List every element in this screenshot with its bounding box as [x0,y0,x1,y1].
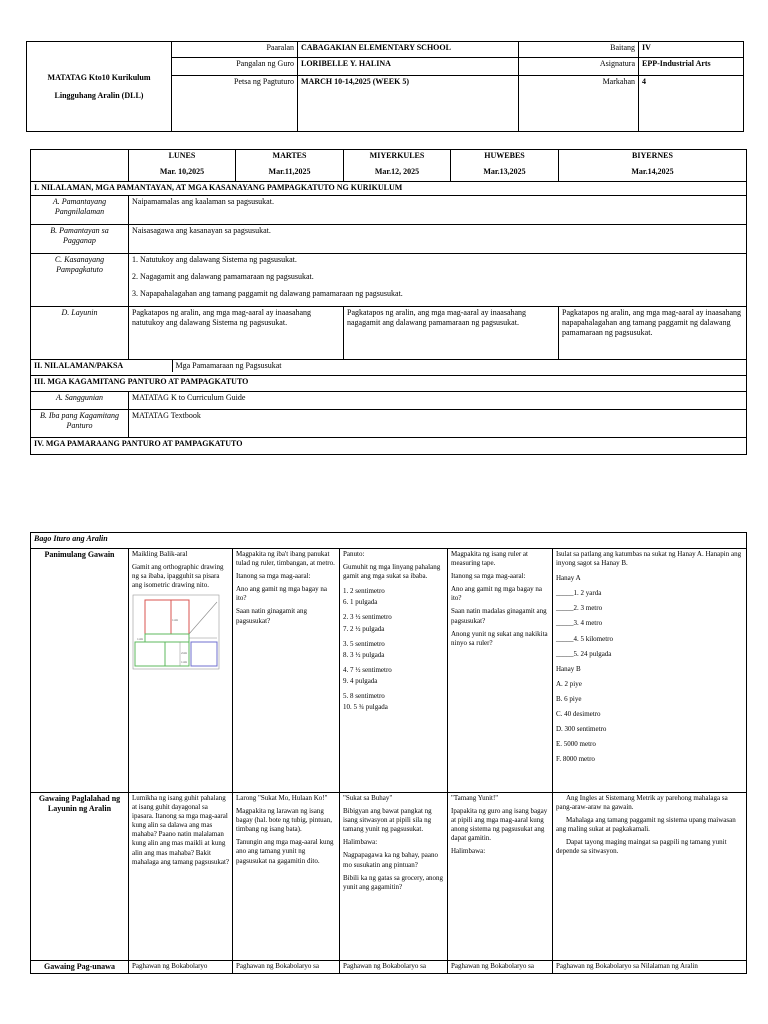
guro-value: LORIBELLE Y. HALINA [298,58,519,76]
pamantayan-pagganap-value: Naisasagawa ang kasanayan sa pagsusukat. [129,225,747,254]
balik-aral-title: Maikling Balik-aral [132,550,188,558]
markahan-value: 4 [639,76,744,132]
list-item: 10. 5 ¾ pulgada [343,703,388,712]
panimulang-gawain-label: Panimulang Gawain [31,549,129,793]
paragraph: Bibigyan ang bawat pangkat ng isang sitwasyon at pipili sila ng tamang yunit ng pagsusukat. [343,807,432,834]
paragraph: Dapat tayong maging maingat sa pagpili ng tamang yunit depende sa sitwasyon. [556,838,727,856]
paragraph: Ano ang gamit ng mga bagay na ito? [236,585,327,603]
layunin-label: D. Layunin [31,307,129,360]
panimulang-martes [233,549,340,793]
balik-aral-text: Gamit ang orthographic drawing ng sa ibaba, ipagguhit sa pisara ang isometric drawing nito. [132,563,224,590]
paglalahad-label: Gawaing Paglalahad ng Layunin ng Aralin [31,793,129,961]
paaralan-value: CABAGAKIAN ELEMENTARY SCHOOL [298,42,519,58]
iba-pang-kagamitan-label: B. Iba pang Kagamitang Panturo [31,410,129,438]
hanay-a-list [556,589,743,658]
list-item: B. 6 piye [556,694,582,703]
dimension-label: 1cm [181,660,188,665]
petsa-label: Petsa ng Pagtuturo [172,76,298,132]
petsa-value: MARCH 10-14,2025 (WEEK 5) [298,76,519,132]
asignatura-value: EPP-Industrial Arts [639,58,744,76]
paragraph: Halimbawa: [343,838,378,847]
list-item: 9. 4 pulgada [343,676,378,685]
hanay-b-label: Hanay B [556,664,581,673]
paragraph: Ang Ingles at Sistemang Metrik ay parehong mahalaga sa pang-araw-araw na gawain. [556,794,728,812]
kasanayan-item: 1. Natutukoy ang dalawang Sistema ng pagsusukat. [132,255,297,264]
day-huwebes: HUWEBES Mar.13,2025 [451,150,559,182]
paragraph: "Sukat sa Buhay" [343,794,393,802]
paglalahad-huwebes [448,793,553,961]
paragraph: Magpakita ng larawan ng isang bagay (hal. bote ng tubig, pintuan, timbang ng isang bata). [236,807,333,834]
title-line-1: MATATAG Kto10 Kurikulum [47,72,151,82]
sukat-list [343,587,444,712]
list-item: C. 40 desimetro [556,710,601,719]
list-item: 7. 2 ½ pulgada [343,624,385,633]
paglalahad-biyernes [553,793,747,961]
day-biyernes: BIYERNES Mar.14,2025 [559,150,747,182]
hanay-b-list [556,680,743,765]
paragraph: Itanong sa mga mag-aaral: [236,572,311,581]
paragraph: Bibili ka ng gatas sa grocery, anong yunit ang gagamitin? [343,873,444,891]
paragraph: Saan natin ginagamit ang pagsusukat? [236,607,307,625]
paragraph: Mahalaga ang tamang paggamit ng sistema upang maiwasan ang maling sukat at pagkakamali. [556,816,736,834]
list-item: _____2. 3 metro [556,604,603,613]
pag-unawa-huwebes: Paghawan ng Bokabolaryo sa [448,961,553,974]
kasanayan-item: 3. Napapahalagahan ang tamang paggamit ng dalawang pamamaraan ng pagsusukat. [132,289,403,298]
matching-instructions: Isulat sa patlang ang katumbas na sukat ng Hanay A. Hanapin ang inyong sagot sa Hanay B. [556,550,742,568]
day-header-row [31,150,747,182]
kasanayang-pampagkatuto-list [129,254,747,307]
orthographic-drawing [132,594,220,670]
markahan-label: Markahan [519,76,639,132]
asignatura-label: Asignatura [519,58,639,76]
pamantayan-pagganap-label: B. Pamantayan sa Pagganap [31,225,129,254]
section3-title: III. MGA KAGAMITANG PANTURO AT PAMPAGKATUTO [31,376,747,392]
list-item: 5. 8 sentimetro [343,692,385,701]
bago-ituro-heading: Bago Ituro ang Aralin [31,533,747,549]
paragraph: "Tamang Yunit!" [451,794,499,802]
list-item: _____5. 24 pulgada [556,649,612,658]
nilalaman-value: Mga Pamamaraan ng Pagsusukat [175,361,282,370]
procedure-table [30,532,747,974]
dimension-label: 1cm [137,637,144,642]
panimulang-biyernes [553,549,747,793]
section1-title: I. NILALAMAN, MGA PAMANTAYAN, AT MGA KASANAYANG PAMPAGKATUTO NG KURIKULUM [31,182,747,196]
paragraph: Magpakita ng iba't ibang panukat tulad ng ruler, timbangan, at metro. [236,550,335,568]
paragraph: Halimbawa: [451,847,486,856]
paglalahad-miyerkules [340,793,448,961]
list-item: 1. 2 sentimetro [343,587,385,596]
nilalaman-row [31,360,747,376]
day-martes: MARTES Mar.11,2025 [236,150,344,182]
guro-label: Pangalan ng Guro [172,58,298,76]
paragraph: Nagpapagawa ka ng bahay, paano mo susukatin ang pintuan? [343,851,438,869]
layunin-2: Pagkatapos ng aralin, ang mga mag-aaral ay inaasahang nagagamit ang dalawang pamamaraan ng pagsusukat. [344,307,559,360]
header-table [26,41,744,132]
list-item: E. 5000 metro [556,740,596,749]
panimulang-huwebes [448,549,553,793]
day-lunes: LUNES Mar. 10,2025 [129,150,236,182]
panuto-label: Panuto: [343,550,365,558]
dll-title [27,42,172,132]
pamantayang-pangnilalaman-label: A. Pamantayang Pangnilalaman [31,196,129,225]
main-table [30,149,747,455]
pag-unawa-label: Gawaing Pag-unawa [31,961,129,974]
list-item: D. 300 sentimetro [556,725,607,734]
panuto-text: Gumuhit ng mga linyang pahalang gamit ang mga sukat sa ibaba. [343,563,441,581]
nilalaman-title: II. NILALAMAN/PAKSA [31,360,172,372]
list-item: 8. 3 ½ pulgada [343,650,385,659]
sanggunian-value: MATATAG K to Curriculum Guide [129,392,747,410]
paragraph: Ipapakita ng guro ang isang bagay at pipili ang mga mag-aaral kung anong sistema ng pagsusukat ang dapat gamitin. [451,807,548,843]
list-item: _____4. 5 kilometro [556,634,613,643]
paragraph: Anong yunit ng sukat ang nakikita ninyo sa ruler? [451,629,548,647]
day-miyerkules: MIYERKULES Mar.12, 2025 [344,150,451,182]
list-item: _____1. 2 yarda [556,589,602,598]
paragraph: Magpakita ng isang ruler at measuring tape. [451,550,528,568]
list-item: 4. 7 ½ sentimetro [343,665,392,674]
list-item: 3. 5 sentimetro [343,639,385,648]
dimension-label: 2cm [181,651,188,656]
paglalahad-martes [233,793,340,961]
paaralan-label: Paaralan [172,42,298,58]
dimension-label: 1cm [172,618,179,623]
list-item: 6. 1 pulgada [343,598,378,607]
kasanayan-item: 2. Nagagamit ang dalawang pamamaraan ng pagsusukat. [132,272,314,281]
pamantayang-pangnilalaman-value: Naipamamalas ang kaalaman sa pagsusukat. [129,196,747,225]
paragraph: Tanungin ang mga mag-aaral kung ano ang tamang yunit ng pagsusukat na gagamitin dito. [236,838,334,865]
pag-unawa-biyernes: Paghawan ng Bokabolaryo sa Nilalaman ng Aralin [553,961,747,974]
pag-unawa-lunes: Paghawan ng Bokabolaryo [129,961,233,974]
baitang-label: Baitang [519,42,639,58]
list-item: F. 8000 metro [556,755,595,764]
panimulang-miyerkules [340,549,448,793]
pag-unawa-martes: Paghawan ng Bokabolaryo sa [233,961,340,974]
kasanayang-pampagkatuto-label: C. Kasanayang Pampagkatuto [31,254,129,307]
baitang-value: IV [639,42,744,58]
sanggunian-label: A. Sanggunian [31,392,129,410]
panimulang-lunes [129,549,233,793]
list-item: _____3. 4 metro [556,619,603,628]
list-item: 2. 3 ½ sentimetro [343,613,392,622]
paragraph: Saan natin madalas ginagamit ang pagsusukat? [451,607,547,625]
iba-pang-kagamitan-value: MATATAG Textbook [129,410,747,438]
title-line-2: Lingguhang Aralin (DLL) [54,90,144,100]
layunin-1: Pagkatapos ng aralin, ang mga mag-aaral ay inaasahang natutukoy ang dalawang Sistema ng pagsusukat. [129,307,344,360]
paragraph: Larong "Sukat Mo, Hulaan Ko!" [236,794,328,802]
hanay-a-label: Hanay A [556,574,581,583]
pag-unawa-miyerkules: Paghawan ng Bokabolaryo sa [340,961,448,974]
list-item: A. 2 piye [556,679,582,688]
layunin-3: Pagkatapos ng aralin, ang mga mag-aaral ay inaasahang napapahalagahan ang tamang paggamit ng dalawang pamamaraan ng pagsusukat. [559,307,747,360]
paragraph: Itanong sa mga mag-aaral: [451,572,526,581]
paglalahad-lunes: Lumikha ng isang guhit pahalang at isang guhit dayagonal sa ipasara. Itanong sa mga mag-aaral kung alin sa dalawa ang mas mahaba? Paano natin malalaman kung alin ang mas maikli at kung alin ang mas mahaba? Bakit mahalaga ang tamang pagsusukat? [129,793,233,961]
paragraph: Ano ang gamit ng mga bagay na ito? [451,585,542,603]
section4-title: IV. MGA PAMARAANG PANTURO AT PAMPAGKATUTO [31,438,747,455]
